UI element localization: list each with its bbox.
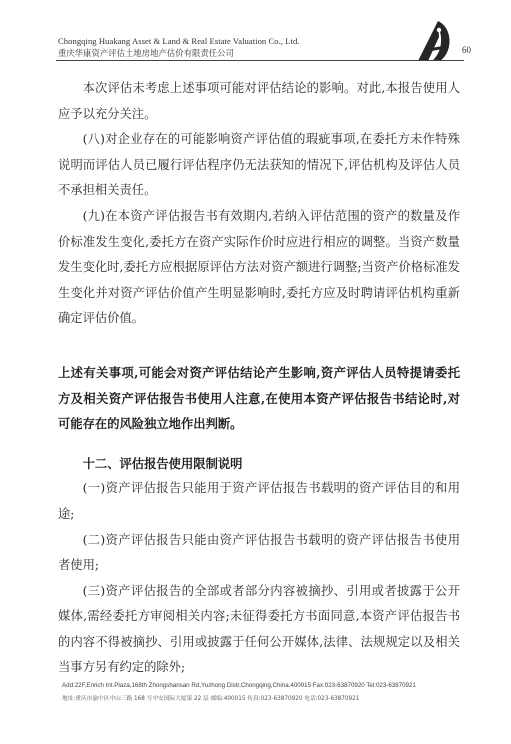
page-header <box>0 0 511 64</box>
paragraph-item-9: (九)在本资产评估报告书有效期内,若纳入评估范围的资产的数量及作价标准发生变化,委托方在资产实际作价时应进行相应的调整。当资产数量发生变化时,委托方应根据原评估方法对资产额进行调整;当资产价格标准发生变化并对资产评估价值产生明显影响时,委托方应及时聘请评估机构重新确定评估价值。 <box>58 208 460 326</box>
huakang-logo-icon <box>408 17 456 65</box>
paragraph-intro: 本次评估未考虑上述事项可能对评估结论的影响。对此,本报告使用人应予以充分关注。 <box>58 81 460 121</box>
limit-item-3: (三)资产评估报告的全部或者部分内容被摘抄、引用或者披露于公开媒体,需经委托方审阅相关内容;未征得委托方书面同意,本资产评估报告书的内容不得被摘抄、引用或披露于任何公开媒体,法律、法规规定以及相关当事方另有约定的除外; <box>58 583 460 675</box>
document-body <box>58 76 460 681</box>
spacer <box>58 437 460 451</box>
section-title: 十二、评估报告使用限制说明 <box>82 455 243 471</box>
spacer <box>58 332 460 360</box>
limit-item-1: (一)资产评估报告只能用于资产评估报告书载明的资产评估目的和用途; <box>58 481 460 521</box>
footer-address-chinese: 地址:重庆市渝中区中山三路 168 号中安国际大厦第 22 层 邮编:400015 传真:023-63870920 电话:023-63870921 <box>62 696 360 702</box>
company-name-chinese: 重庆华康资产评估土地房地产估价有限责任公司 <box>58 48 234 58</box>
limit-item-2: (二)资产评估报告只能由资产评估报告书载明的资产评估报告书使用者使用; <box>58 532 460 573</box>
page-number: 60 <box>462 45 471 55</box>
footer-address-english: Add:22F,Enrich Int.Plaza,168th Zhongshansan Rd,Yuzhong Distr,Chongqing,China.400015 Fax:023-63870920 Tel:023-63870921 <box>62 682 416 689</box>
company-name-english: Chongqing Huakang Asset & Land & Real Estate Valuation Co., Ltd. <box>58 36 300 46</box>
bold-notice-paragraph: 上述有关事项,可能会对资产评估结论产生影响,资产评估人员特提请委托方及相关资产评估报告书使用人注意,在使用本资产评估报告书结论时,对可能存在的风险独立地作出判断。 <box>58 364 460 432</box>
paragraph-item-8: (八)对企业存在的可能影响资产评估值的瑕疵事项,在委托方未作特殊说明而评估人员已履行评估程序仍无法获知的情况下,评估机构及评估人员不承担相关责任。 <box>58 132 460 198</box>
header-divider <box>56 60 464 61</box>
